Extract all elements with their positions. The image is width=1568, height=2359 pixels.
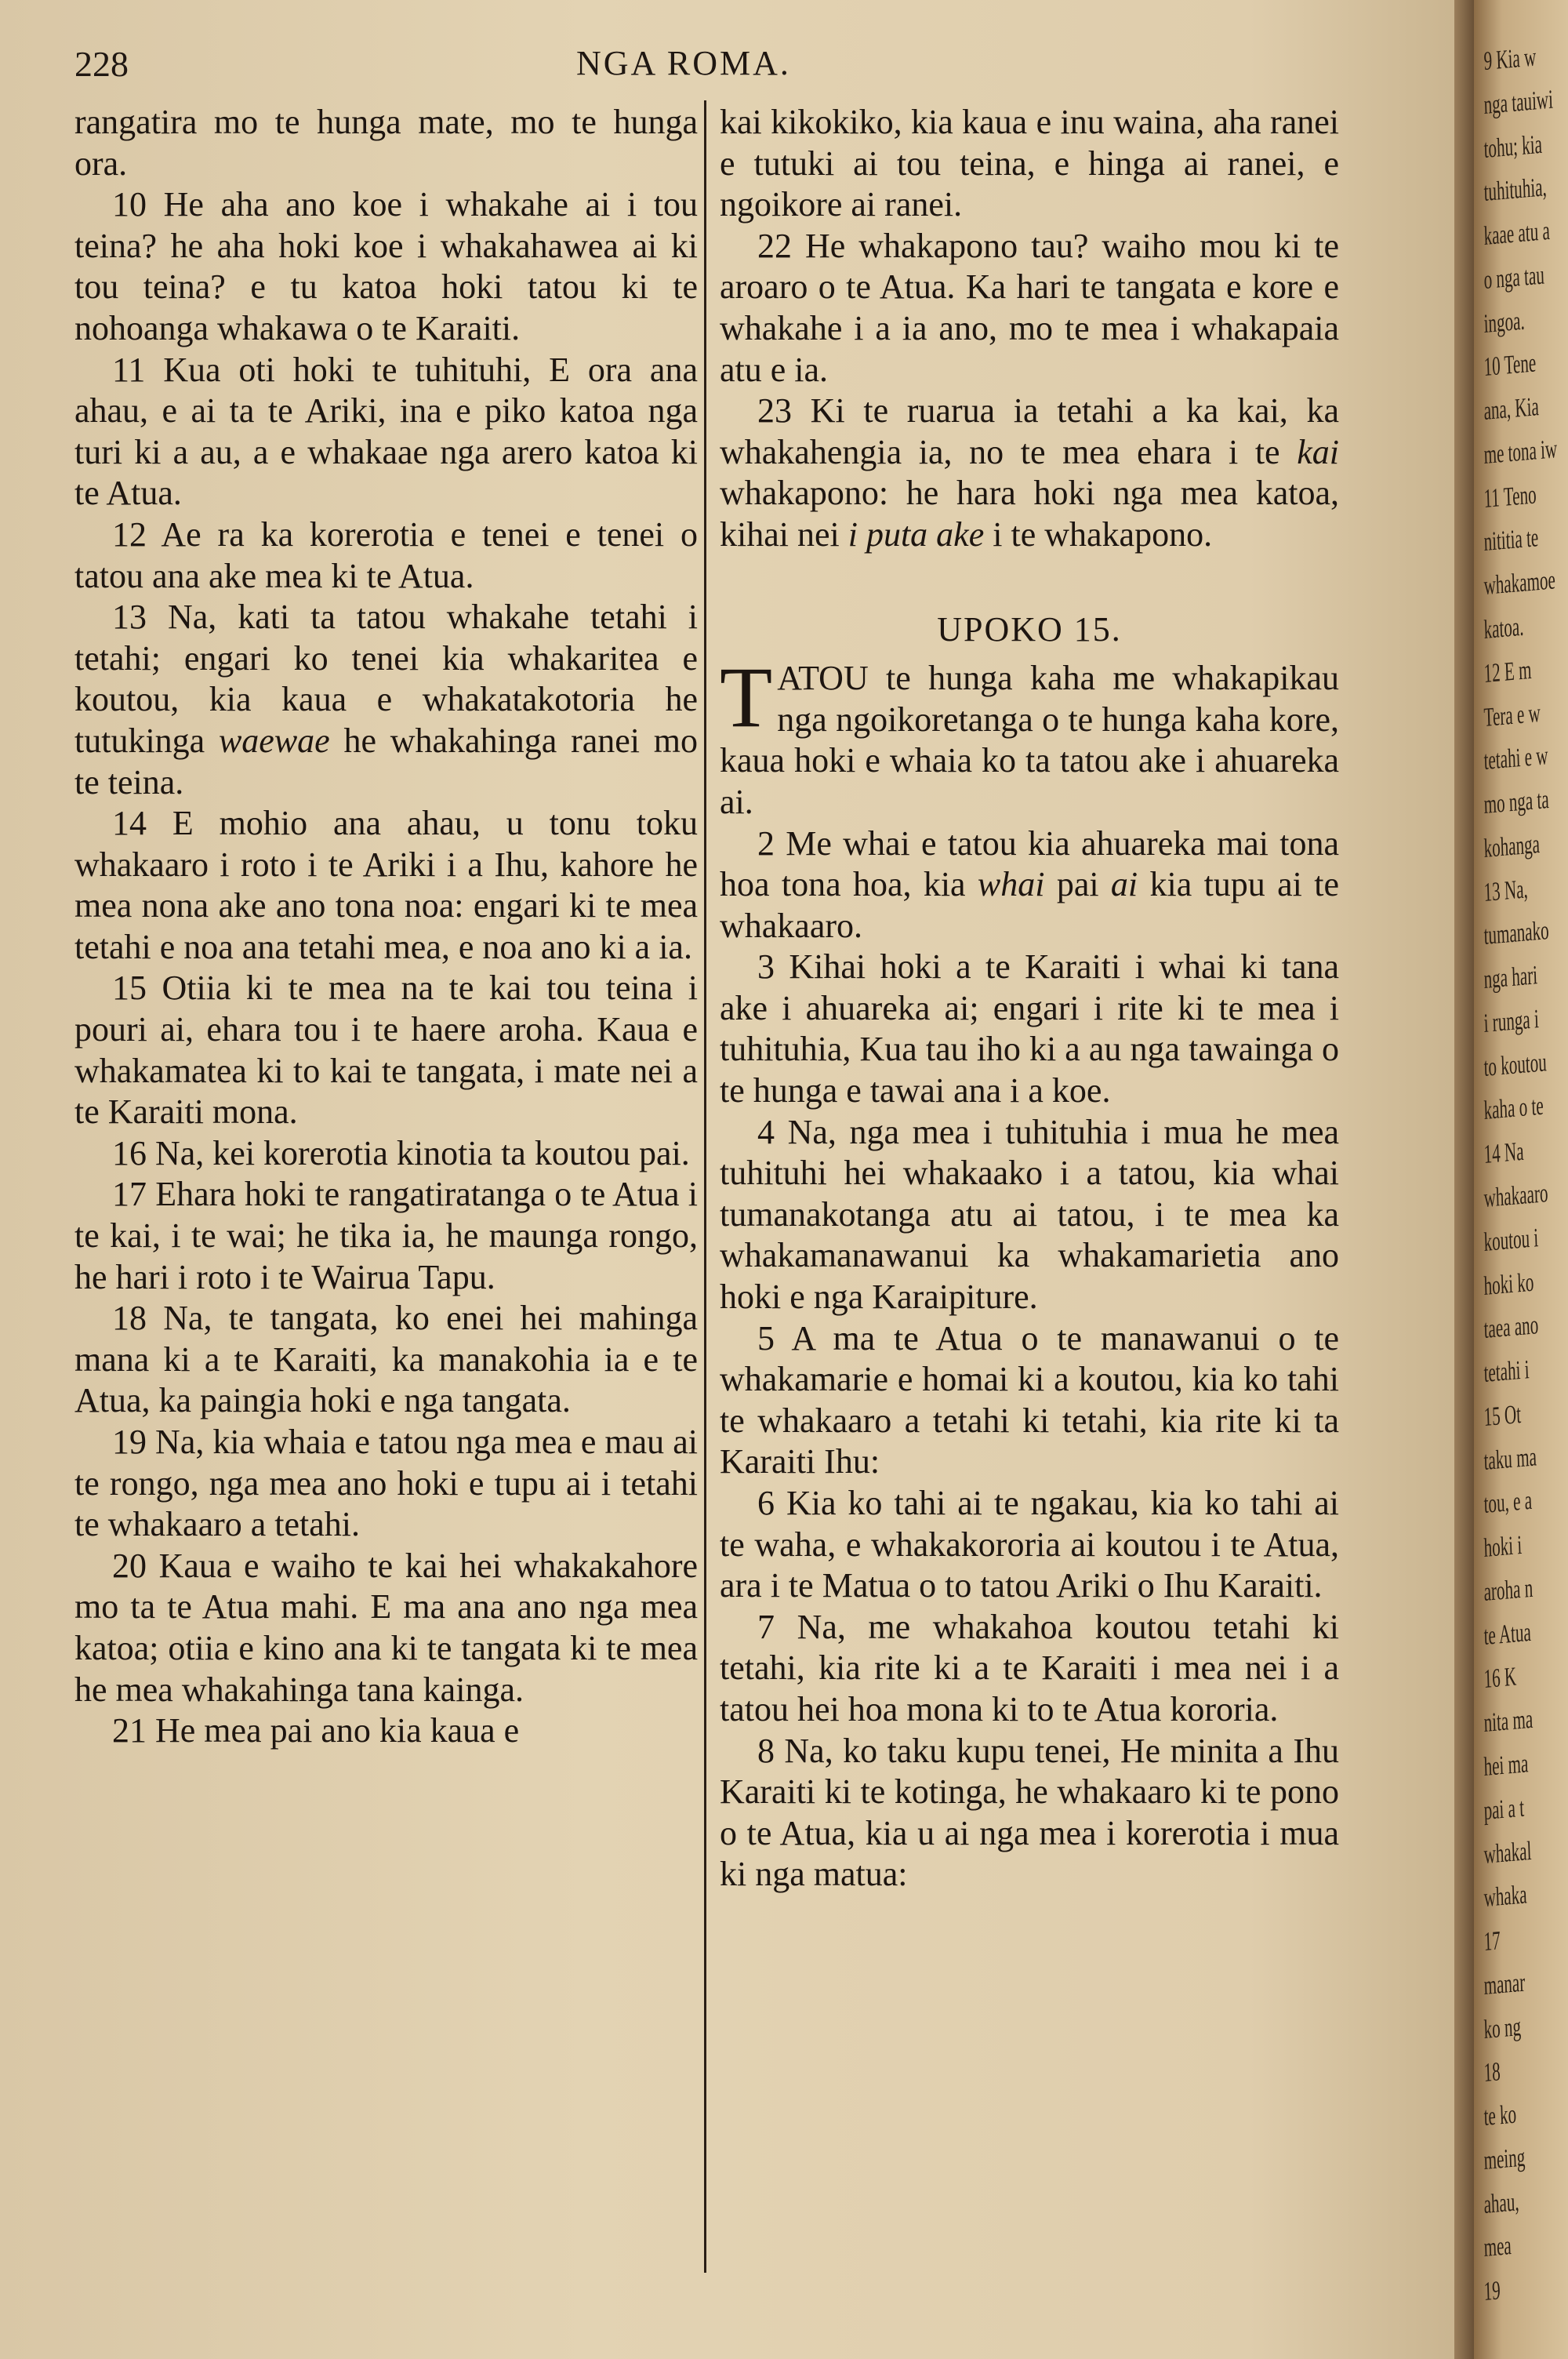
verse: 8 Na, ko taku kupu tenei, He minita a Ihu Karaiti ki te kotinga, he whakaaro ki te pono o te Atua, kia u ai nga mea i korerotia i mua ki nga matua: [720, 1731, 1339, 1894]
verse: 23 Ki te ruarua ia tetahi a ka kai, ka whakahengia ia, no te mea ehara i te kai whakapono: he hara hoki nga mea katoa, kihai nei i puta ake i te whakapono. [720, 391, 1339, 554]
italic-word: waewae [218, 721, 330, 760]
italic-word: i puta ake [848, 514, 985, 554]
italic-word: ai [1110, 865, 1138, 904]
verse: 12 Ae ra ka korerotia e tenei e tenei o tatou ana ake mea ki te Atua. [74, 514, 698, 595]
next-page-fragment: pai a t [1483, 1793, 1525, 1826]
next-page-fragment: kaha o te [1483, 1092, 1544, 1126]
next-page-fragment: kohanga [1483, 829, 1541, 863]
next-page-fragment: ahau, [1483, 2186, 1520, 2219]
page-header [74, 43, 1454, 90]
verse: 14 E mohio ana ahau, u tonu toku whakaaro i roto i te Ariki i a Ihu, kahore he mea nona ake ano tona noa: engari ki te mea tetahi e noa ana tetahi mea, e noa ano ki a ia. [74, 804, 698, 966]
next-page-fragment: manar [1483, 1968, 1526, 2001]
next-page-fragment: 10 Tene [1483, 348, 1537, 383]
next-page-fragment: me tona iw [1483, 434, 1558, 470]
next-page-fragment: 13 Na, [1483, 874, 1529, 907]
next-page-fragment: 12 E m [1483, 655, 1533, 689]
next-page-fragment: ko ng [1483, 2012, 1522, 2045]
next-page-fragment: tohu; kia [1483, 129, 1543, 164]
next-page-fragment: whakamoe [1483, 565, 1556, 602]
next-page-fragment: tetahi e w [1483, 741, 1549, 776]
next-page-fragment: koutou i [1483, 1223, 1539, 1257]
verse: 16 Na, kei korerotia kinotia ta koutou pai. [112, 1133, 690, 1172]
next-page-fragment: mo nga ta [1483, 785, 1550, 820]
verse: 13 Na, kati ta tatou whakahe tetahi i tetahi; engari ko tenei kia whakaritea e koutou, kia kaua e whakatakotoria he tutukinga waewae he whakahinga ranei mo te teina. [74, 598, 698, 801]
next-page-fragment: nititia te [1483, 523, 1539, 558]
verse: 2 Me whai e tatou kia ahuareka mai tona hoa tona hoa, kia whai pai ai kia tupu ai te whakaaro. [720, 823, 1339, 945]
next-page-fragment: mea [1483, 2231, 1512, 2263]
next-page-fragment: nga hari [1483, 961, 1538, 995]
next-page-fragment: meing [1483, 2143, 1526, 2175]
next-page-fragment: nga tauiwi [1483, 85, 1554, 120]
next-page-fragment: tumanako [1483, 916, 1550, 951]
next-page-fragment: 14 Na [1483, 1136, 1525, 1170]
verse: 21 He mea pai ano kia kaua e [112, 1711, 520, 1750]
next-page-fragment: 16 K [1483, 1662, 1517, 1695]
verse: 4 Na, nga mea i tuhituhia i mua he mea tuhituhi hei whakaako i a tatou, kia whai tumanakotanga atu ai tatou, i te mea ka whakamanawanui ka whakamarietia ano hoki e nga Karaipiture. [720, 1112, 1339, 1317]
next-page-fragment: 19 [1483, 2276, 1501, 2307]
verse: kai kikokiko, kia kaua e inu waina, aha ranei e tutuki ai tou teina, e hinga ai ranei, e ngoikore ai ranei. [720, 103, 1339, 224]
verse: rangatira mo te hunga mate, mo te hunga ora. [74, 103, 698, 183]
next-page-fragment: to koutou [1483, 1047, 1548, 1082]
running-title: NGA ROMA. [576, 44, 791, 82]
left-column [74, 102, 698, 1752]
next-page-fragment: te ko [1483, 2099, 1517, 2132]
next-page-fragment: i runga i [1483, 1004, 1540, 1038]
next-page-fragment: 17 [1483, 1926, 1501, 1957]
chapter-heading: UPOKO 15. [937, 609, 1122, 649]
verse: 11 Kua oti hoki te tuhituhi, E ora ana ahau, e ai ta te Ariki, ina e piko katoa nga turi ki a au, a e whakaae nga arero katoa ki te Atua. [74, 350, 698, 513]
next-page-fragment: hei ma [1483, 1749, 1529, 1782]
next-page-fragment: 11 Teno [1483, 480, 1537, 514]
next-page-fragment: te Atua [1483, 1617, 1532, 1651]
verse: 17 Ehara hoki te rangatiratanga o te Atua i te kai, i te wai; he tika ia, he maunga rongo, he hari i roto i te Wairua Tapu. [74, 1175, 698, 1296]
next-page-fragment: Tera e w [1483, 698, 1541, 732]
next-page-fragment: taea ano [1483, 1310, 1539, 1345]
page-number: 228 [74, 44, 129, 84]
next-page-fragment: whaka [1483, 1880, 1528, 1914]
column-divider [704, 100, 706, 2273]
verse: 15 Otiia ki te mea na te kai tou teina i pouri ai, ehara tou i te haere aroha. Kaua e whakamatea ki to kai te tangata, i mate nei a te Karaiti mona. [74, 969, 698, 1132]
drop-cap: T [720, 649, 773, 746]
verse: 10 He aha ano koe i whakahe ai i tou teina? he aha hoki koe i whakahawea ai ki tou teina? e tu katoa hoki tatou ki te nohoanga whakawa o te Karaiti. [74, 185, 698, 347]
next-page-fragment: nita ma [1483, 1704, 1534, 1739]
next-page-edge [1474, 0, 1568, 2359]
next-page-fragment: ana, Kia [1483, 392, 1540, 427]
next-page-fragment: o nga tau [1483, 260, 1545, 295]
next-page-fragment: kaae atu a [1483, 216, 1551, 252]
italic-word: kai [1297, 432, 1339, 471]
verse: 5 A ma te Atua o te manawanui o te whakamarie e homai ki a koutou, kia ko tahi te whakaaro a tetahi ki tetahi, kia rite ki ta Karaiti Ihu: [720, 1318, 1339, 1481]
verse: 22 He whakapono tau? waiho mou ki te aroaro o te Atua. Ka hari te tangata e kore e whakahe i a ia ano, mo te mea i whakapaia atu e ia. [720, 226, 1339, 389]
next-page-fragment: ingoa. [1483, 306, 1526, 339]
verse: 3 Kihai hoki a te Karaiti i whai ki tana ake i ahuareka ai; engari i rite ki te mea i tuhituhia, Kua tau iho ki a au nga tawainga o te hunga e tawai ana i a koe. [720, 947, 1339, 1110]
next-page-fragment: hoki i [1483, 1531, 1523, 1564]
verse: 19 Na, kia whaia e tatou nga mea e mau ai te rongo, nga mea ano hoki e tupu ai i tetahi te whakaaro a tetahi. [74, 1423, 698, 1544]
chapter-first-verse: TATOU te hunga kaha me whakapikau nga ngoikoretanga o te hunga kaha kore, kaua hoki e whaia ko ta tatou ake i ahuareka ai. [720, 649, 1339, 821]
verse: 20 Kaua e waiho te kai hei whakakahore mo ta te Atua mahi. E ma ana ano nga mea katoa; otiia e kino ana ki te tangata ki te mea he mea whakahinga tana kainga. [74, 1546, 698, 1709]
next-page-fragment: aroha n [1483, 1573, 1534, 1607]
next-page-fragment: katoa. [1483, 612, 1525, 645]
next-page-fragment: 18 [1483, 2057, 1501, 2088]
verse: 18 Na, te tangata, ko enei hei mahinga mana ki a te Karaiti, ka manakohia ia e te Atua, ka paingia hoki e nga tangata. [74, 1299, 698, 1420]
next-page-fragment: tuhituhia, [1483, 173, 1548, 208]
next-page-fragment: 9 Kia w [1483, 42, 1537, 76]
right-column [720, 102, 1339, 1896]
next-page-fragment: 15 Ot [1483, 1399, 1522, 1432]
next-page-fragment: tou, e a [1483, 1486, 1533, 1520]
italic-word: whai [977, 865, 1045, 904]
next-page-fragment: whakaaro [1483, 1179, 1549, 1213]
next-page-fragment: taku ma [1483, 1441, 1537, 1476]
next-page-fragment: tetahi i [1483, 1355, 1530, 1389]
verse: 6 Kia ko tahi ai te ngakau, kia ko tahi ai te waha, e whakakororia ai koutou i te Atua, ara i te Matua o to tatou Ariki o Ihu Karaiti. [720, 1484, 1339, 1605]
next-page-fragment: hoki ko [1483, 1267, 1534, 1301]
next-page-fragment: whakal [1483, 1836, 1532, 1870]
verse: 7 Na, me whakahoa koutou tetahi ki tetahi, kia rite ki a te Karaiti i mea nei i a tatou hei hoa mona ki to te Atua kororia. [720, 1607, 1339, 1728]
